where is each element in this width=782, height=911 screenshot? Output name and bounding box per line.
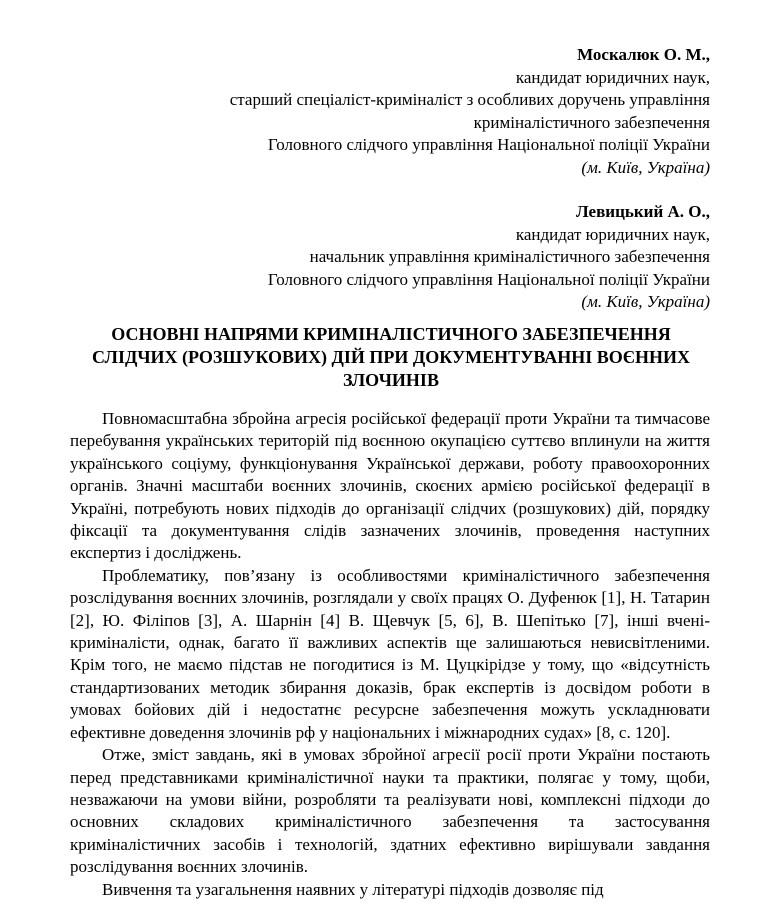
paragraph-1: Повномасштабна збройна агресія російської федерації проти України та тимчасове перебування українських територій під воєнною окупацією суттєво вплинули на життя українського соціуму, функціонування Української держави, роботу правоохоронних органів. Значні масштаби воєнних злочинів, скоєних армією російської федерації в Україні, потребують нових підходів до організації слідчих (розшукових) дій, порядку фіксації та документування слідів зазначених злочинів, проведення наступних експертиз і досліджень. [70, 409, 710, 563]
paragraph-4: Вивчення та узагальнення наявних у літературі підходів дозволяє під [102, 879, 604, 899]
author-2-degree: кандидат юридичних наук, [515, 224, 710, 244]
author-1-organization: Головного слідчого управління Національної поліції України [267, 135, 710, 154]
author-1-name: Москалюк О. М., [577, 45, 710, 64]
author-1-department: криміналістичного забезпечення [473, 112, 710, 132]
author-2-location: (м. Київ, Україна) [581, 292, 710, 311]
author-2-name: Левицький А. О., [576, 202, 710, 221]
author-1-location: (м. Київ, Україна) [581, 157, 710, 177]
author-1-degree: кандидат юридичних наук, [515, 67, 710, 87]
paragraph-3: Отже, зміст завдань, які в умовах збройної агресії росії проти України постають перед представниками криміналістичної науки та практики, полягає у тому, щоби, незважаючи на умови війни, розробляти та реалізувати нові, комплексні підходи до основних складових криміналістичного забезпечення та застосування криміналістичних засобів і технологій, здатних ефективно вирішували завдання розслідування воєнних злочинів. [70, 745, 710, 877]
paper-title: ОСНОВНІ НАПРЯМИ КРИМІНАЛІСТИЧНОГО ЗАБЕЗПЕЧЕННЯ СЛІДЧИХ (РОЗШУКОВИХ) ДІЙ ПРИ ДОКУМЕНТУВАННІ ВОЄННИХ ЗЛОЧИНІВ [91, 324, 690, 390]
body-text [70, 408, 710, 901]
author-2 [90, 201, 710, 314]
author-1 [90, 44, 710, 179]
author-2-organization: Головного слідчого управління Національної поліції України [267, 269, 710, 289]
author-2-position: начальник управління криміналістичного забезпечення [309, 247, 710, 266]
paragraph-2: Проблематику, пов’язану із особливостями криміналістичного забезпечення розслідування воєнних злочинів, розглядали у своїх працях О. Дуфенюк [1], Н. Татарин [2], Ю. Філіпов [3], А. Шарнін [4] В. Щевчук [5, 6], В. Шепітько [7], інші вчені-криміналісти, однак, багато її важливих аспектів ще залишаються невисвітленими. Крім того, не маємо підстав не погодитися із М. Цуцкірідзе у тому, що «відсутність стандартизованих методик збирання доказів, брак експертів із досвідом роботи в умовах бойових дій і недостатнє ресурсне забезпечення можуть ускладнювати ефективне доведення злочинів рф у національних і міжнародних судах» [8, с. 120]. [70, 565, 710, 742]
author-1-position: старший спеціаліст-криміналіст з особливих доручень управління [229, 90, 710, 109]
authors-block [90, 44, 710, 314]
